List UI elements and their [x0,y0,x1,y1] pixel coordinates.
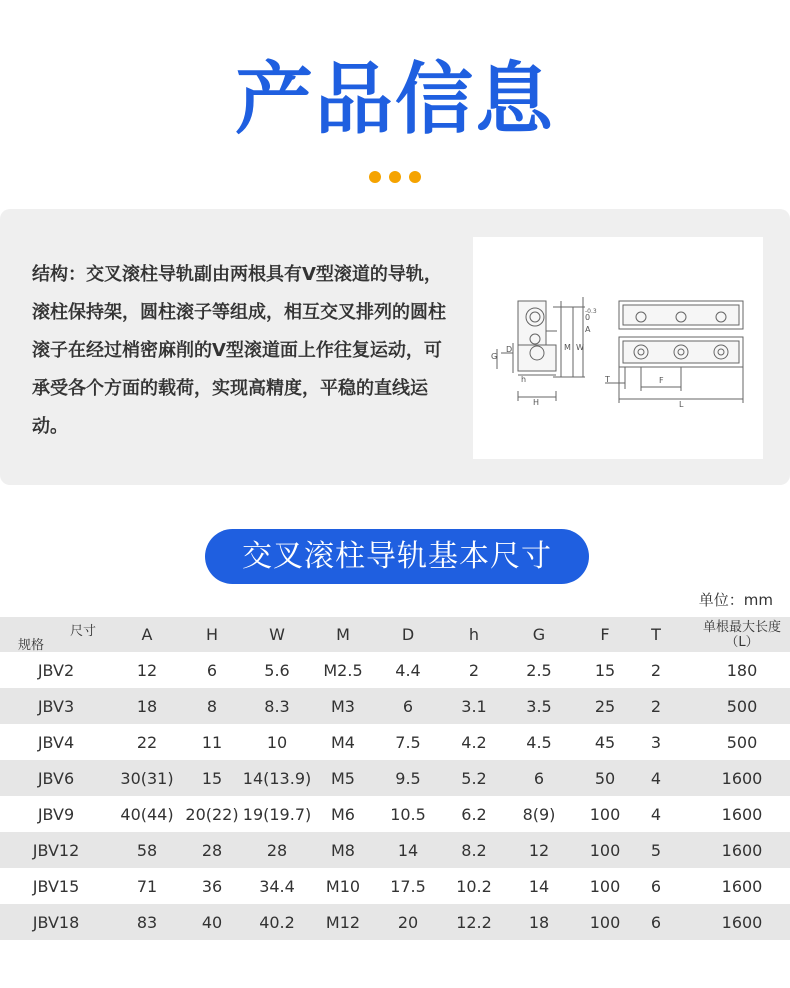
table-cell: 17.5 [390,876,426,896]
label-t: T [605,375,610,384]
cross-roller-guide-diagram [473,237,763,459]
column-header: D [401,625,415,644]
table-cell: M4 [331,732,355,752]
table-cell: 500 [726,732,758,752]
table-cell: 4.4 [395,660,421,680]
unit-label: 单位：mm [698,591,773,609]
table-cell: 58 [112,832,182,868]
table-cell: 3.5 [506,688,572,724]
table-cell: 10.5 [390,804,426,824]
table-cell: 30(31) [112,760,182,796]
label-d: D [506,345,513,354]
row-spec-cell: JBV15 [32,876,80,896]
table-cell: 40.2 [242,904,312,940]
table-cell: 20 [374,904,442,940]
label-tolerance-lower: -0.3 [585,308,597,315]
table-cell: 12 [136,660,158,680]
column-header: h [468,625,480,644]
table-cell: M3 [312,688,374,724]
table-header-row [0,617,790,652]
table-cell: 100 [572,832,638,868]
table-cell: M12 [312,904,374,940]
table-cell: 5.2 [442,760,506,796]
table-cell: 2 [638,688,674,724]
table-cell: 40(44) [120,804,174,824]
label-g: G [491,352,498,361]
table-cell: 8.2 [442,832,506,868]
table-cell: 28 [182,832,242,868]
table-cell: 100 [589,804,621,824]
table-cell: 83 [112,904,182,940]
row-spec-cell: JBV12 [0,832,112,868]
table-cell: 50 [572,760,638,796]
table-cell: 15 [594,660,616,680]
table-cell: 28 [242,832,312,868]
table-cell: 45 [594,732,616,752]
table-row [0,868,790,904]
table-cell: 10.2 [456,876,492,896]
table-row [0,832,790,868]
table-cell: 1600 [674,832,790,868]
dot-icon [389,171,401,183]
corner-spec-label: 规格 [18,638,45,653]
table-cell: 1600 [721,876,763,896]
table-cell: 2 [468,660,480,680]
row-spec-cell: JBV2 [37,660,75,680]
table-cell: M2.5 [323,660,363,680]
table-cell: 15 [182,760,242,796]
label-tolerance-upper: 0 [585,313,591,322]
column-header: W [269,625,285,644]
table-row [0,724,790,760]
table-cell: 6 [206,660,218,680]
table-cell: 2 [650,660,662,680]
table-cell: 1600 [674,904,790,940]
dot-icon [369,171,381,183]
table-cell: 6.2 [461,804,487,824]
table-cell: 4 [650,804,662,824]
max-length-label: 单根最大长度 [702,619,781,635]
table-cell: 6 [374,688,442,724]
column-header-max-length [674,617,790,652]
table-cell: 180 [726,660,758,680]
table-row [0,688,790,724]
table-cell: 6 [638,904,674,940]
table-cell: M6 [331,804,355,824]
table-cell: M8 [312,832,374,868]
table-cell: 34.4 [259,876,295,896]
table-cell: 5.6 [264,660,290,680]
table-cell: 100 [572,904,638,940]
label-h-small: h [521,375,527,384]
table-cell: 4.2 [461,732,487,752]
table-cell: 500 [674,688,790,724]
structure-info-panel [0,209,790,485]
table-cell: 71 [136,876,158,896]
label-f: F [659,376,664,385]
table-cell: 19(19.7) [242,804,312,824]
table-cell: 6 [650,876,662,896]
table-cell: 22 [136,732,158,752]
table-cell: M5 [312,760,374,796]
table-cell: 14 [528,876,550,896]
max-length-unit: （L） [725,634,759,650]
table-cell: M10 [325,876,361,896]
technical-drawing [473,237,763,459]
row-spec-cell: JBV18 [0,904,112,940]
table-cell: 14(13.9) [242,760,312,796]
table-cell: 7.5 [395,732,421,752]
row-spec-cell: JBV4 [37,732,75,752]
column-header: H [205,625,219,644]
table-row [0,760,790,796]
table-cell: 1600 [721,804,763,824]
row-spec-cell: JBV6 [0,760,112,796]
corner-header [0,617,112,652]
column-header: M [336,625,350,644]
table-cell: 8(9) [522,804,556,824]
table-cell: 1600 [674,760,790,796]
label-l: L [679,400,684,409]
table-row [0,652,790,688]
column-header: G [532,625,546,644]
label-a: A [585,325,591,334]
table-cell: 18 [506,904,572,940]
structure-description: 结构：交叉滚柱导轨副由两根具有V型滚道的导轨，滚柱保持架，圆柱滚子等组成，相互交叉排列的圆柱滚子在经过梢密麻削的V型滚道面上作往复运动，可承受各个方面的载荷，实现高精度，平稳的直线运动。 [32,264,446,437]
table-cell: 5 [638,832,674,868]
row-spec-cell: JBV9 [37,804,75,824]
table-cell: 2.5 [526,660,552,680]
table-cell: 40 [182,904,242,940]
table-cell: 10 [266,732,288,752]
table-cell: 4 [638,760,674,796]
table-cell: 3.1 [442,688,506,724]
dot-icon [409,171,421,183]
dimension-table [0,617,790,940]
column-header: T [651,625,661,644]
section-title-badge: 交叉滚柱导轨基本尺寸 [205,529,589,584]
table-cell: 9.5 [374,760,442,796]
table-cell: 100 [589,876,621,896]
table-cell: 6 [506,760,572,796]
table-cell: 4.5 [526,732,552,752]
table-cell: 20(22) [185,804,239,824]
column-header: A [141,625,153,644]
table-cell: 36 [201,876,223,896]
page-title: 产品信息 [234,55,555,145]
table-cell: 14 [374,832,442,868]
table-cell: 12 [506,832,572,868]
label-h: H [533,398,540,407]
table-cell: 18 [112,688,182,724]
column-header: F [600,625,610,644]
row-spec-cell: JBV3 [0,688,112,724]
table-row [0,796,790,832]
corner-dimension-label: 尺寸 [70,624,97,639]
label-m: M [564,343,571,352]
table-cell: 8.3 [242,688,312,724]
table-cell: 12.2 [442,904,506,940]
table-cell: 25 [572,688,638,724]
table-cell: 8 [182,688,242,724]
label-w: W [576,343,584,352]
table-cell: 3 [650,732,662,752]
table-row [0,904,790,940]
table-cell: 11 [201,732,223,752]
decorative-dots [0,168,790,187]
